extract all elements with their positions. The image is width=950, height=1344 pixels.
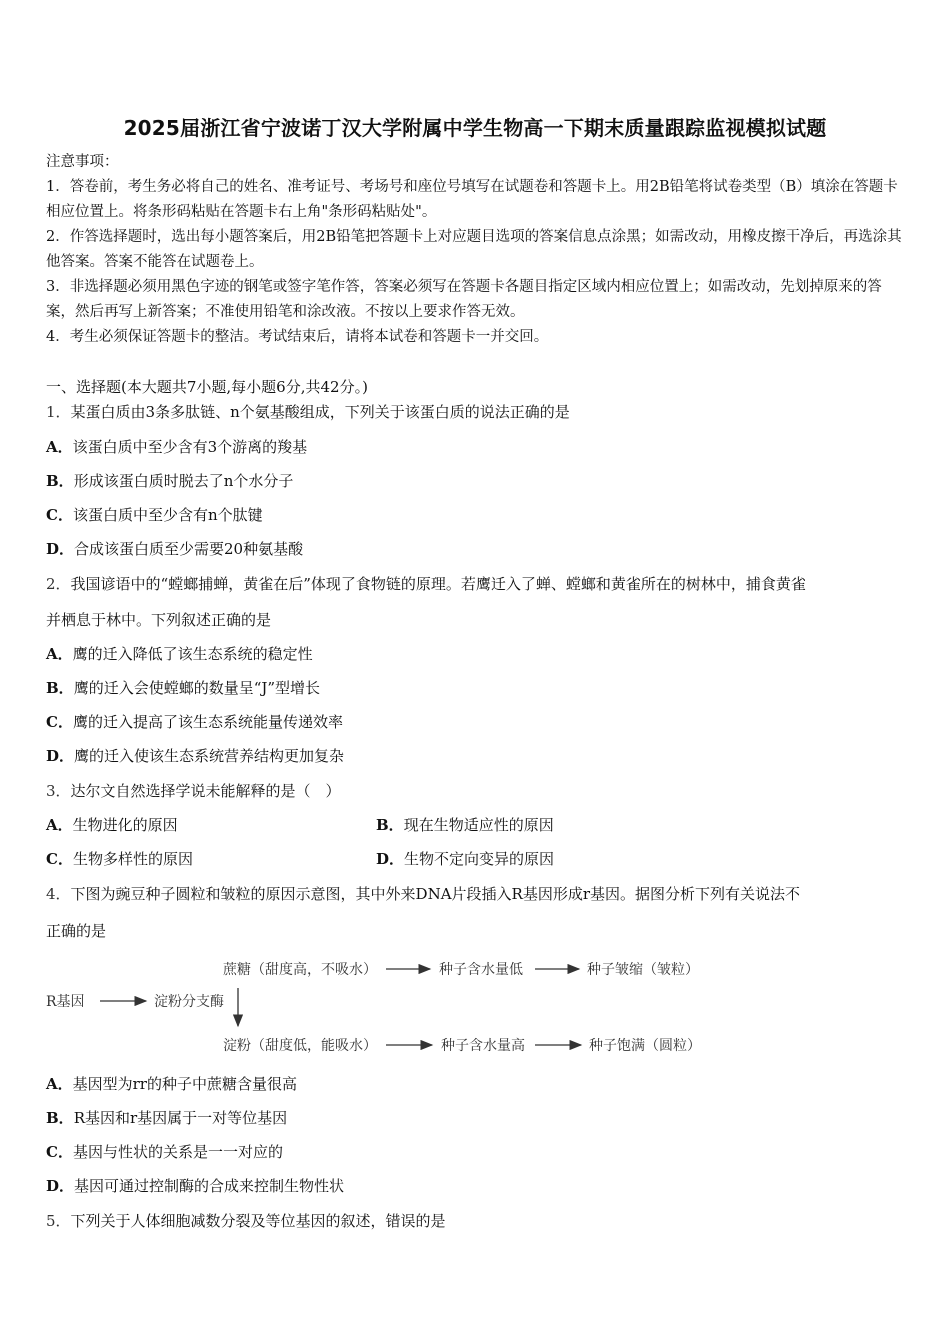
question-text: 我国谚语中的“螳螂捕蝉，黄雀在后”体现了食物链的原理。若鹰迁入了蝉、螳螂和黄雀所在的树林中，捕食黄雀 bbox=[70, 575, 806, 593]
q3-option-a bbox=[46, 814, 178, 835]
q1-option-a bbox=[46, 436, 307, 457]
option-text: 基因型为rr的种子中蔗糖含量很高 bbox=[72, 1075, 297, 1093]
option-label: B． bbox=[46, 679, 74, 697]
q3-option-d bbox=[376, 848, 554, 869]
option-text: 该蛋白质中至少含有n个肽键 bbox=[72, 506, 263, 524]
notice-item-1: 1．答卷前，考生务必将自己的姓名、准考证号、考场号和座位号填写在试题卷和答题卡上。用2B铅笔将试卷类型（B）填涂在答题卡相应位置上。将条形码粘贴在答题卡右上角"条形码粘贴处"。 bbox=[46, 179, 898, 220]
question-5-stem bbox=[46, 1210, 446, 1231]
option-text: 合成该蛋白质至少需要20种氨基酸 bbox=[74, 540, 304, 558]
question-number: 3． bbox=[46, 782, 71, 800]
option-text: 鹰的迁入使该生态系统营养结构更加复杂 bbox=[74, 747, 345, 765]
option-text: 鹰的迁入提高了该生态系统能量传递效率 bbox=[72, 713, 343, 731]
option-label: A． bbox=[46, 438, 73, 456]
question-4-stem-cont: 正确的是 bbox=[46, 922, 107, 940]
option-label: D． bbox=[376, 850, 405, 868]
option-label: C． bbox=[46, 850, 73, 868]
question-2-stem bbox=[46, 573, 806, 594]
diagram-high-water: 种子含水量高 bbox=[441, 1038, 525, 1054]
diagram-enzyme: 淀粉分支酶 bbox=[154, 994, 224, 1010]
question-3-stem bbox=[46, 780, 341, 801]
q2-option-c bbox=[46, 711, 343, 732]
page-title: 2025届浙江省宁波诺丁汉大学附属中学生物高一下期末质量跟踪监视模拟试题 bbox=[123, 116, 827, 140]
diagram-wrinkled: 种子皱缩（皱粒） bbox=[587, 962, 699, 978]
diagram-r-gene: R基因 bbox=[46, 994, 85, 1010]
option-label: B． bbox=[46, 472, 74, 490]
option-label: D． bbox=[46, 1177, 75, 1195]
q4-option-d bbox=[46, 1175, 344, 1196]
question-4-stem bbox=[46, 883, 800, 904]
option-label: C． bbox=[46, 713, 73, 731]
q3-option-c bbox=[46, 848, 193, 869]
option-label: C． bbox=[46, 506, 73, 524]
diagram-sucrose: 蔗糖（甜度高，不吸水） bbox=[223, 962, 377, 978]
option-label: A． bbox=[46, 1075, 73, 1093]
section-heading: 一、选择题(本大题共7小题,每小题6分,共42分。) bbox=[46, 378, 368, 396]
option-text: 生物进化的原因 bbox=[72, 816, 178, 834]
question-text: 下图为豌豆种子圆粒和皱粒的原因示意图，其中外来DNA片段插入R基因形成r基因。据图分析下列有关说法不 bbox=[70, 885, 800, 903]
option-label: B． bbox=[376, 816, 404, 834]
q3-option-b bbox=[376, 814, 554, 835]
q4-option-b bbox=[46, 1107, 287, 1128]
option-text: 生物多样性的原因 bbox=[72, 850, 193, 868]
notice-item-2: 2．作答选择题时，选出每小题答案后，用2B铅笔把答题卡上对应题目选项的答案信息点涂黑；如需改动，用橡皮擦干净后，再选涂其他答案。答案不能答在试题卷上。 bbox=[46, 229, 902, 270]
q4-option-c bbox=[46, 1141, 283, 1162]
diagram-low-water: 种子含水量低 bbox=[439, 962, 523, 978]
notice-heading: 注意事项： bbox=[46, 154, 119, 170]
diagram-starch: 淀粉（甜度低，能吸水） bbox=[223, 1038, 377, 1054]
diagram-round: 种子饱满（圆粒） bbox=[589, 1038, 701, 1054]
q1-option-b bbox=[46, 470, 293, 491]
option-text: 鹰的迁入会使螳螂的数量呈“J”型增长 bbox=[73, 679, 321, 697]
option-label: A． bbox=[46, 816, 73, 834]
question-number: 2． bbox=[46, 575, 71, 593]
q4-option-a bbox=[46, 1073, 297, 1094]
gene-diagram bbox=[0, 950, 950, 1065]
q2-option-b bbox=[46, 677, 320, 698]
notice-item-3: 3．非选择题必须用黑色字迹的钢笔或签字笔作答，答案必须写在答题卡各题目指定区域内相应位置上；如需改动，先划掉原来的答案，然后再写上新答案；不准使用铅笔和涂改液。不按以上要求作答无效。 bbox=[46, 279, 882, 320]
option-label: B． bbox=[46, 1109, 74, 1127]
question-text: 某蛋白质由3条多肽链、n个氨基酸组成，下列关于该蛋白质的说法正确的是 bbox=[70, 403, 570, 421]
option-label: C． bbox=[46, 1143, 73, 1161]
question-1-stem bbox=[46, 401, 570, 422]
option-text: 生物不定向变异的原因 bbox=[404, 850, 555, 868]
option-label: A． bbox=[46, 645, 73, 663]
option-text: 现在生物适应性的原因 bbox=[403, 816, 554, 834]
option-text: 鹰的迁入降低了该生态系统的稳定性 bbox=[72, 645, 313, 663]
question-text: 下列关于人体细胞减数分裂及等位基因的叙述，错误的是 bbox=[70, 1212, 446, 1230]
option-text: 基因可通过控制酶的合成来控制生物性状 bbox=[74, 1177, 345, 1195]
option-text: 基因与性状的关系是一一对应的 bbox=[72, 1143, 283, 1161]
q2-option-d bbox=[46, 745, 344, 766]
option-text: 该蛋白质中至少含有3个游离的羧基 bbox=[72, 438, 308, 456]
option-text: R基因和r基因属于一对等位基因 bbox=[73, 1109, 288, 1127]
question-number: 4． bbox=[46, 885, 71, 903]
option-label: D． bbox=[46, 540, 75, 558]
notice-item-4: 4．考生必须保证答题卡的整洁。考试结束后，请将本试卷和答题卡一并交回。 bbox=[46, 329, 549, 345]
q2-option-a bbox=[46, 643, 313, 664]
q1-option-d bbox=[46, 538, 303, 559]
question-number: 1． bbox=[46, 403, 71, 421]
question-number: 5． bbox=[46, 1212, 71, 1230]
option-text: 形成该蛋白质时脱去了n个水分子 bbox=[73, 472, 294, 490]
question-text: 达尔文自然选择学说未能解释的是（ ） bbox=[70, 782, 341, 800]
option-label: D． bbox=[46, 747, 75, 765]
question-2-stem-cont: 并栖息于林中。下列叙述正确的是 bbox=[46, 611, 272, 629]
q1-option-c bbox=[46, 504, 263, 525]
